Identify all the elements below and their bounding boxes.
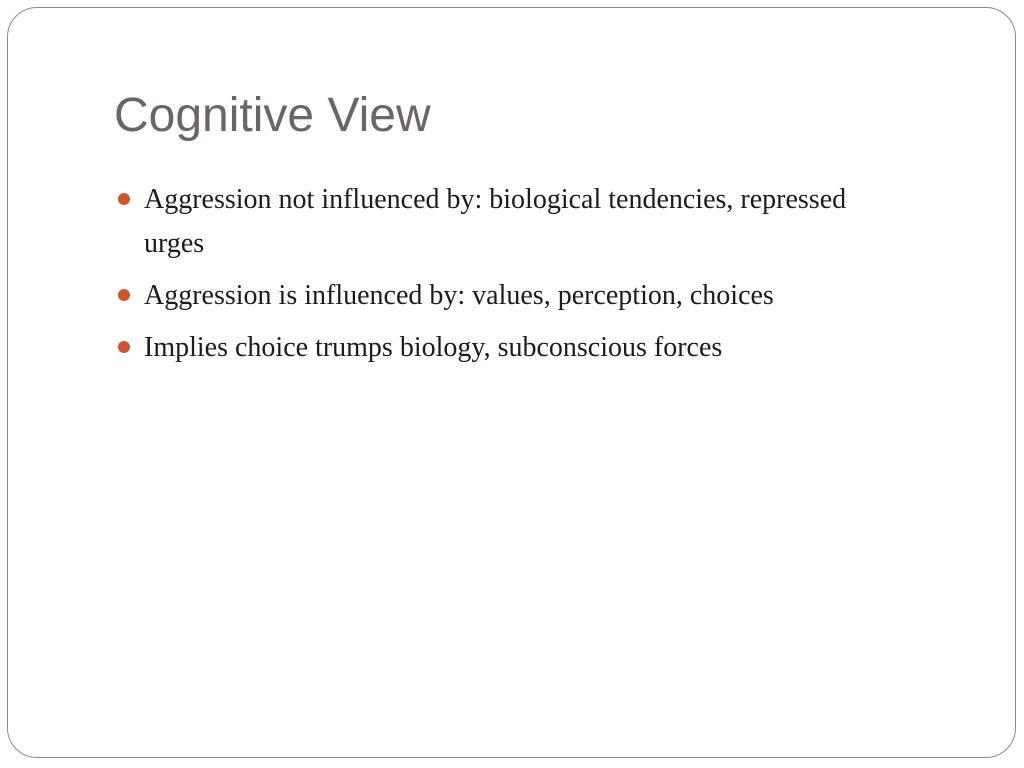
bullet-text: Aggression is influenced by: values, perception, choices — [144, 280, 774, 311]
bullet-list — [114, 178, 904, 378]
slide — [7, 7, 1016, 758]
bullet-item — [114, 178, 904, 266]
slide-title: Cognitive View — [114, 89, 431, 142]
bullet-text: Implies choice trumps biology, subconscious forces — [144, 332, 723, 363]
bullet-dot-icon — [118, 193, 130, 205]
bullet-item — [114, 326, 904, 370]
bullet-dot-icon — [118, 341, 130, 353]
bullet-item — [114, 274, 904, 318]
bullet-text: Aggression not influenced by: biological tendencies, repressed urges — [144, 184, 847, 259]
bullet-dot-icon — [118, 289, 130, 301]
